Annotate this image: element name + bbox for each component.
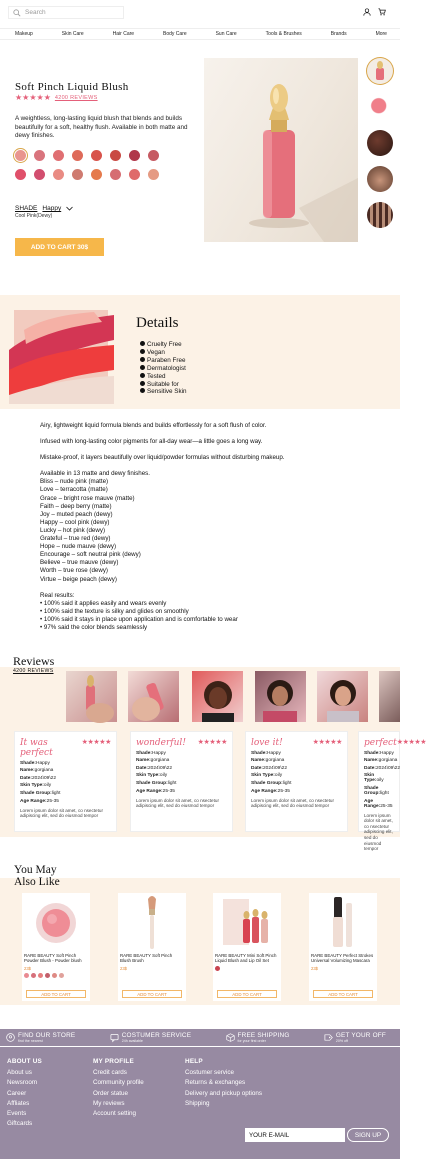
cart-icon[interactable] [378,8,386,16]
chevron-down-icon [66,206,73,211]
footer-profile-column [93,1057,144,1119]
results-list [40,600,370,632]
product-description: A weightless, long-lasting liquid blush that blends and builds beautifully for a soft, healthy flush. Available in both matte and dewy finishes. [15,115,188,140]
review-field-group [136,781,227,786]
review-field-age [20,799,111,804]
footer-link-my-reviews[interactable]: My reviews [93,1099,125,1107]
review-field-date [20,776,111,781]
review-field-shade [136,751,227,756]
product-card-name: RARE BEAUTY Perfect Strokes Universal Volumizing Mascara [311,953,374,964]
review-field-label: Name: [20,768,35,774]
footer-link-career[interactable]: Career [7,1089,27,1097]
shade-list-item: Lucky – hot pink (dewy) [40,526,105,534]
review-field-value: Happy [36,760,50,766]
reviews-title: Reviews [13,654,55,668]
thumbnail-bottle[interactable] [367,58,393,84]
shade-list [40,478,370,583]
tag-icon [324,1033,333,1042]
product-card-name: RARE BEAUTY Mini Soft Pinch Liquid Blush and Lip Oil Set [215,953,277,964]
review-card-header [20,738,111,758]
customer-service-link[interactable] [110,1032,191,1043]
product-card-name: RARE BEAUTY Soft Pinch Blush Brush [120,953,173,964]
shade-swatch[interactable] [148,169,159,180]
nav-hair-care[interactable]: Hair Care [112,31,135,37]
add-to-cart-button[interactable]: ADD TO CART 30$ [15,238,104,256]
footer-link-order-statue[interactable]: Order statue [93,1089,128,1097]
review-field-skin [136,773,227,778]
review-field-age [364,799,394,809]
shade-value: Happy [42,205,62,212]
review-field-value: Happy [152,750,166,756]
shade-swatch[interactable] [110,169,121,180]
review-field-shade [251,751,342,756]
nav-more[interactable]: More [375,31,387,37]
feature-item: Sensitive Skin [140,388,187,396]
shade-list-item: Love – terracotta (matte) [40,486,108,494]
result-item: • 97% said the color blends seamlessly [40,623,148,631]
product-card-price: 23$ [311,965,318,971]
reviews-link[interactable]: 4200 REVIEWS [54,94,98,101]
review-field-label: Skin Type: [251,773,275,779]
shade-swatch[interactable] [91,169,102,180]
review-field-date [364,765,401,771]
shade-list-item: Grateful – true red (dewy) [40,535,111,543]
details-description [40,422,370,632]
review-title: It was perfect [20,738,53,758]
review-field-value: light [380,790,389,796]
review-field-age [136,789,227,794]
shade-swatch[interactable] [15,150,26,161]
details-paragraph: Airy, lightweight liquid formula blends and builds effortlessly for a soft flush of color. [40,422,267,429]
review-field-group [364,786,394,796]
review-field-group [20,791,111,796]
search-icon [13,9,21,17]
shade-selector[interactable] [15,205,73,212]
shade-swatch[interactable] [53,150,64,161]
details-section [0,295,400,409]
review-field-skin [251,773,342,778]
review-field-skin [364,773,394,783]
product-card-price: 23$ [24,965,31,971]
shade-swatch[interactable] [129,150,140,161]
recommendations-title [14,864,60,888]
review-field-label: Date: [251,765,263,771]
result-item: • 100% said it stays in place upon application and is comfortable to wear [40,615,238,623]
review-field-label: Name: [136,758,151,764]
review-body: Lorem ipsum dolor sit amet, co nsectetur adipiscing elit, sed do eiusmod tempor [20,807,103,819]
result-item: • 100% said it applies easily and wears evenly [40,599,167,607]
footer-link-community-profile[interactable]: Community profile [93,1079,144,1087]
nav-tools-brushes[interactable]: Tools & Brushes [265,31,302,37]
details-paragraph: Infused with long-lasting color pigments for all-day wear—a little goes a long way. [40,438,263,446]
footer-link-shipping[interactable]: Shipping [185,1099,210,1107]
review-field-value: 2024\09\22 [148,765,173,771]
blush-bottle-illustration [204,58,358,242]
shade-list-item: Worth – true rose (dewy) [40,567,108,575]
review-field-label: Shade: [364,750,380,756]
benefit-subtitle: find the nearest [18,1039,43,1043]
review-title: perfect [364,738,397,748]
result-item: • 100% said the texture is silky and glides on smoothly [40,607,189,615]
search-placeholder: Search [25,9,46,16]
review-field-label: Shade: [20,760,36,766]
shade-list-item: Joy – muted peach (dewy) [40,510,113,518]
review-field-label: Name: [364,758,379,764]
product-card-image [213,893,281,951]
shade-list-item: Encourage – soft neutral pink (dewy) [40,551,141,559]
review-field-label: Shade Group: [20,790,52,796]
feature-list [140,341,187,396]
review-field-value: oily [376,778,384,784]
thumbnail-model[interactable] [367,130,393,156]
review-field-value: 2024\09\22 [263,765,288,771]
review-field-value: 25-35 [380,803,393,809]
benefit-subtitle: 20% off [335,1039,348,1043]
review-photo[interactable] [66,671,117,722]
product-card[interactable] [309,893,377,1001]
review-body: Lorem ipsum dolor sit amet, co nsectetur adipiscing elit, sed do eiusmod tempor [251,797,334,809]
shade-swatch[interactable] [110,150,121,161]
signup-button[interactable]: SIGN UP [347,1128,389,1142]
review-stars: ★★★★★ [81,739,111,746]
review-card-header [251,738,342,748]
review-field-value: oily [159,773,168,779]
review-field-value: 25-35 [162,788,175,794]
product-card-image [309,893,377,951]
review-field-label: Age Range: [136,788,163,794]
details-texture-image [14,310,108,404]
details-title: Details [136,315,179,331]
review-stars: ★★★★★ [312,739,342,746]
benefit-subtitle: 24h available [121,1039,143,1043]
map-pin-icon [6,1033,15,1042]
review-field-label: Skin Type: [364,773,377,784]
review-field-shade [20,761,111,766]
review-photo[interactable] [192,671,243,722]
shade-swatch[interactable] [34,169,45,180]
nav-sun-care[interactable]: Sun Care [215,31,237,37]
review-field-label: Date: [364,765,376,771]
nav-body-care[interactable]: Body Care [163,31,187,37]
review-field-shade [364,751,394,756]
shade-list-item: Happy – cool pink (dewy) [40,518,110,526]
review-field-label: Name: [251,758,266,764]
shade-dot[interactable] [52,973,57,978]
benefit-subtitle: for your first order [237,1039,266,1043]
review-field-name [20,768,111,773]
footer-about-column [7,1057,42,1129]
product-card[interactable] [22,893,90,1001]
add-to-cart-button[interactable]: ADD TO CART [217,990,277,998]
review-field-value: Happy [380,750,394,756]
find-store-link[interactable] [6,1032,75,1043]
shade-swatch[interactable] [53,169,64,180]
feature-item: Tested [140,373,187,381]
footer-link-about-us[interactable]: About us [7,1069,32,1077]
review-body: Lorem ipsum dolor sit amet, co nsectetur adipiscing elit, sed do eiusmod tempor [364,812,393,852]
review-field-label: Skin Type: [136,773,160,779]
footer-link-returns[interactable]: Returns & exchanges [185,1079,246,1087]
review-card[interactable] [14,731,117,832]
product-hero-image [204,58,358,242]
recommendations-title-line: You May [14,864,57,876]
footer-link-costumer-service[interactable]: Costumer service [185,1069,234,1077]
shade-list-item: Bliss – nude pink (matte) [40,478,109,486]
shade-swatch[interactable] [129,169,140,180]
review-field-label: Shade Group: [136,780,168,786]
benefit-title: FIND OUR STORE [18,1032,76,1039]
review-field-value: gorgiana [265,758,285,764]
email-input[interactable]: YOUR E-MAIL [245,1128,345,1142]
footer-link-account-setting[interactable]: Account setting [93,1110,137,1118]
nav-brands[interactable]: Brands [330,31,347,37]
review-title: love it! [251,738,283,748]
review-field-name [364,758,398,764]
header [0,0,400,28]
review-field-value: 2024\09\22 [376,765,401,771]
review-field-label: Age Range: [251,788,278,794]
footer-link-giftcards[interactable]: Giftcards [7,1120,33,1128]
review-title: wonderful! [136,738,186,748]
review-field-name [136,758,227,763]
shade-dot[interactable] [38,973,43,978]
review-card[interactable] [130,731,233,832]
review-field-value: Happy [267,750,281,756]
shade-list-item: Faith – deep berry (matte) [40,502,112,510]
footer-column-title: HELP [185,1058,203,1065]
shade-swatch[interactable] [72,150,83,161]
review-field-value: 2024\09\22 [32,775,57,781]
footer-link-credit-cards[interactable]: Credit cards [93,1069,127,1077]
review-field-label: Shade Group: [364,785,380,796]
thumbnail-hands[interactable] [367,166,393,192]
shade-swatches [15,150,165,180]
footer-link-events[interactable]: Events [7,1110,27,1118]
review-card-header [364,738,426,748]
review-photo[interactable] [317,671,368,722]
feature-item: Suitable for [140,381,187,389]
shade-list-item: Hope – nude mauve (dewy) [40,543,117,551]
footer-help-column [185,1057,262,1109]
feature-item: Dermatologist [140,365,187,373]
shade-list-item: Virtue – beige peach (dewy) [40,575,117,583]
category-nav [0,28,400,40]
recommendations-title-line: Also Like [14,876,60,888]
review-field-value: light [51,790,61,796]
review-field-value: oily [43,783,52,789]
footer-column-title: MY PROFILE [93,1058,134,1065]
feature-item: Paraben Free [140,357,187,365]
benefit-title: GET YOUR OFF [335,1032,386,1039]
review-field-value: light [167,780,177,786]
review-card[interactable] [358,731,426,852]
footer-link-newsroom[interactable]: Newsroom [7,1079,38,1087]
product-title: Soft Pinch Liquid Blush [15,81,129,93]
review-field-label: Shade Group: [251,780,283,786]
review-field-date [136,766,227,771]
nav-skin-care[interactable]: Skin Care [61,31,84,37]
shade-swatch[interactable] [91,150,102,161]
review-field-value: 25-35 [46,798,59,804]
box-icon [226,1033,235,1042]
shade-swatch[interactable] [72,169,83,180]
review-field-value: gorgiana [378,758,398,764]
shade-label: SHADE [15,205,38,212]
shade-swatch[interactable] [34,150,45,161]
footer-link-delivery[interactable]: Delivery and pickup options [185,1089,263,1097]
rating-stars: ★★★★★ [15,93,51,102]
feature-item: Vegan [140,349,187,357]
review-field-label: Shade: [251,750,267,756]
thumbnail-shades[interactable] [367,202,393,228]
shade-swatch[interactable] [148,150,159,161]
review-photo[interactable] [128,671,179,722]
shade-swatch[interactable] [15,169,26,180]
product-card[interactable] [213,893,281,1001]
review-field-label: Age Range: [364,798,381,809]
review-field-label: Date: [20,775,32,781]
chat-icon [110,1033,119,1042]
review-field-value: 25-35 [277,788,290,794]
add-to-cart-button[interactable]: ADD TO CART [313,990,373,998]
benefit-title: FREE SHIPPING [237,1032,290,1039]
shade-dot[interactable] [59,973,64,978]
shade-dot[interactable] [31,973,36,978]
review-field-value: light [282,780,292,786]
footer-column-title: ABOUT US [7,1058,42,1065]
product-card-shades [213,966,281,971]
review-field-value: oily [274,773,283,779]
shade-dot[interactable] [45,973,50,978]
review-body: Lorem ipsum dolor sit amet, co nsectetur adipiscing elit, sed do eiusmod tempor [136,797,219,809]
product-rating [15,93,98,102]
review-field-label: Age Range: [20,798,47,804]
shades-intro: Available in 13 matte and dewy finishes. [40,470,150,478]
review-field-name [251,758,342,763]
details-paragraph: Mistake-proof, it layers beautifully over liquid/powder formulas without disturbing makeup. [40,454,285,462]
review-stars: ★★★★★ [396,739,426,746]
review-photo[interactable] [379,671,400,722]
shade-selected-name: Cool Pink(Dewy) [15,213,53,219]
thumbnail-swatch[interactable] [367,94,393,120]
review-stars: ★★★★★ [197,739,227,746]
product-card-image [118,893,186,951]
review-field-label: Skin Type: [20,783,44,789]
shade-list-item: Believe – true mauve (dewy) [40,559,119,567]
review-field-date [251,766,342,771]
review-field-age [251,789,342,794]
product-card-image [22,893,90,951]
results-intro: Real results: [40,591,75,599]
shade-dot[interactable] [215,966,220,971]
review-field-group [251,781,342,786]
feature-item: Cruelty Free [140,341,187,349]
user-icon[interactable] [363,8,371,16]
review-field-label: Date: [136,765,148,771]
add-to-cart-button[interactable]: ADD TO CART [122,990,182,998]
reviews-count-link[interactable]: 4200 REVIEWS [13,668,54,674]
review-field-label: Shade: [136,750,152,756]
review-card[interactable] [245,731,348,832]
review-field-value: gorgiana [150,758,170,764]
review-field-value: gorgiana [34,768,54,774]
benefit-title: COSTUMER SERVICE [121,1032,192,1039]
product-card-price: 23$ [120,965,127,971]
search-bar[interactable] [8,6,124,19]
product-card-name: RARE BEAUTY Soft Pinch Powder Blush - Powder blush [24,953,82,964]
footer-link-affliates[interactable]: Affliates [7,1099,30,1107]
shade-dot[interactable] [24,973,29,978]
product-card-shades [22,973,90,978]
review-photo[interactable] [255,671,306,722]
shade-list-item: Grace – bright rose mauve (matte) [40,494,135,502]
product-thumbnails [366,58,396,238]
review-card-header [136,738,227,748]
product-card[interactable] [118,893,186,1001]
review-field-skin [20,783,111,788]
add-to-cart-button[interactable]: ADD TO CART [26,990,86,998]
nav-makeup[interactable]: Makeup [15,31,33,37]
discount-link[interactable] [324,1032,386,1043]
free-shipping-link[interactable] [226,1032,290,1043]
footer-benefits-strip [0,1029,400,1047]
